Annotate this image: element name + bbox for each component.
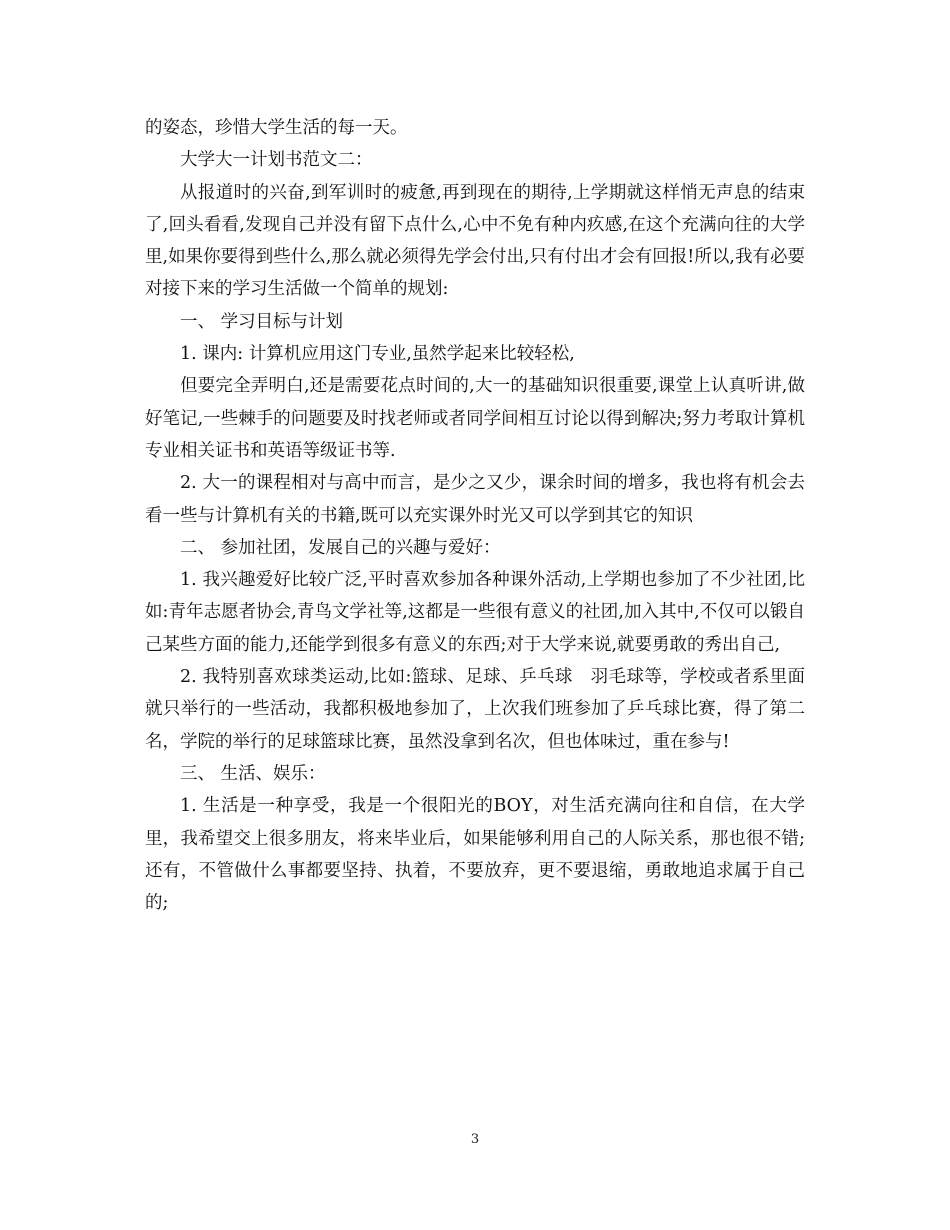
paragraph-8: 二、 参加社团，发展自己的兴趣与爱好： <box>180 537 501 558</box>
page-number: 3 <box>470 1132 480 1147</box>
paragraph-9: 1. 我兴趣爱好比较广泛,平时喜欢参加各种课外活动,上学期也参加了不少社团,比如:青年志愿者协会,青鸟文学社等,这都是一些很有意义的社团,加入其中,不仅可以锻自己某些方面的能力,还能学到很多有意义的东西;对于大学来说,就要勇敢的秀出自己, <box>145 570 805 655</box>
paragraph-5: 1. 课内: 计算机应用这门专业,虽然学起来比较轻松, <box>180 344 575 365</box>
paragraph-11: 三、 生活、娱乐： <box>180 763 326 784</box>
paragraph-6: 但要完全弄明白,还是需要花点时间的,大一的基础知识很重要,课堂上认真听讲,做好笔记,一些棘手的问题要及时找老师或者同学间相互讨论以得到解决;努力考取计算机专业相关证书和英语等级证书等. <box>145 376 805 461</box>
paragraph-2: 大学大一计划书范文二： <box>180 150 373 171</box>
paragraph-12: 1. 生活是一种享受，我是一个很阳光的BOY，对生活充满向往和自信，在大学里，我希望交上很多朋友，将来毕业后，如果能够利用自己的人际关系，那也很不错;还有，不管做什么事都要坚持、执着，不要放弃，更不要退缩，勇敢地追求属于自己的; <box>145 796 805 914</box>
paragraph-7: 2. 大一的课程相对与高中而言，是少之又少，课余时间的增多，我也将有机会去看一些与计算机有关的书籍,既可以充实课外时光又可以学到其它的知识 <box>145 473 805 526</box>
paragraph-10: 2. 我特别喜欢球类运动,比如:篮球、足球、乒乓球 羽毛球等，学校或者系里面就只举行的一些活动，我都积极地参加了，上次我们班参加了乒乓球比赛，得了第二名，学院的举行的足球篮球比赛，虽然没拿到名次，但也体味过，重在参与! <box>145 667 805 752</box>
paragraph-4: 一、 学习目标与计划 <box>180 311 344 332</box>
paragraph-3: 从报道时的兴奋,到军训时的疲惫,再到现在的期待,上学期就这样悄无声息的结束了,回头看看,发现自己并没有留下点什么,心中不免有种内疚感,在这个充满向往的大学里,如果你要得到些什么,那么就必须得先学会付出,只有付出才会有回报!所以,我有必要对接下来的学习生活做一个简单的规划: <box>145 182 805 300</box>
document-body <box>145 112 805 919</box>
paragraph-1: 的姿态，珍惜大学生活的每一天。 <box>145 118 408 138</box>
